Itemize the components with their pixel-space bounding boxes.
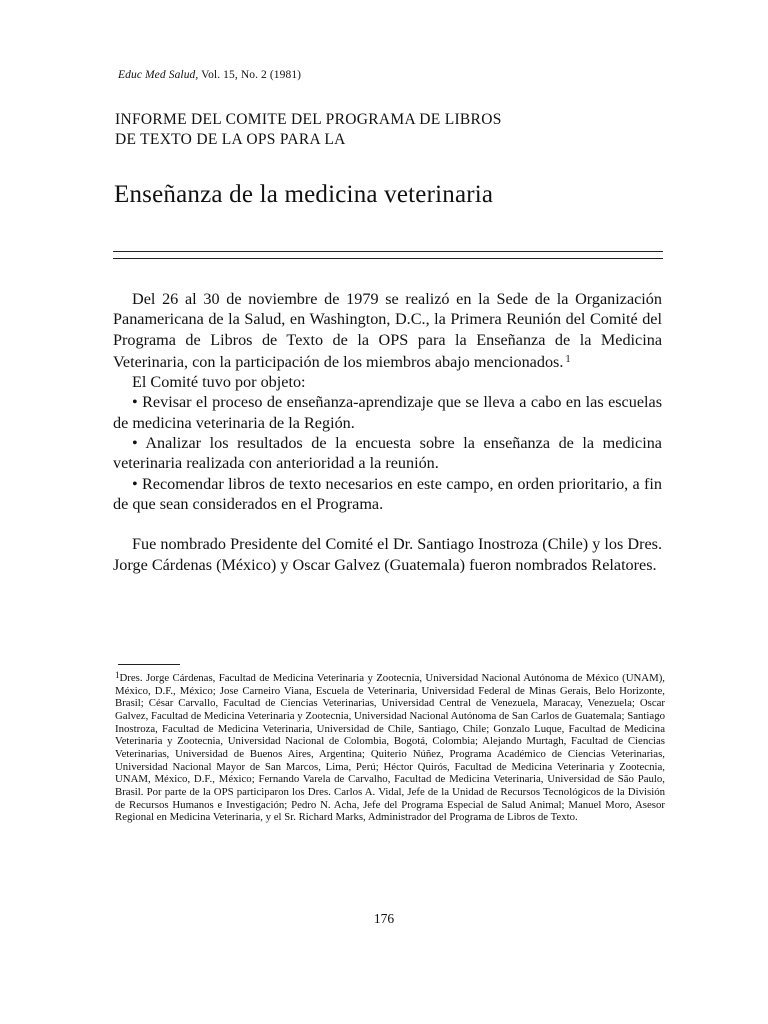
journal-name: Educ Med Salud,	[118, 69, 199, 81]
body-paragraph-intro	[113, 289, 662, 372]
title-rule-bottom	[113, 258, 663, 259]
objective-bullet-1: • Revisar el proceso de enseñanza-aprendizaje que se lleva a cabo en las escuelas de medicina veterinaria de la Región.	[113, 393, 662, 432]
journal-issue: Vol. 15, No. 2 (1981)	[198, 69, 302, 81]
footnote-separator	[118, 664, 180, 665]
objective-bullet-2: • Analizar los resultados de la encuesta sobre la enseñanza de la medicina veterinaria realizada con anterioridad a la reunión.	[113, 434, 662, 473]
journal-citation	[118, 69, 301, 81]
footnote	[115, 669, 665, 824]
body-paragraph-appointments: Fue nombrado Presidente del Comité el Dr. Santiago Inostroza (Chile) y los Dres. Jorge Cárdenas (México) y Oscar Galvez (Guatemala) fueron nombrados Relatores.	[113, 535, 662, 574]
article-body	[113, 289, 662, 575]
article-title: Enseñanza de la medicina veterinaria	[114, 181, 494, 208]
page-number: 176	[373, 911, 395, 926]
footnote-reference: 1	[565, 353, 571, 365]
footnote-text: Dres. Jorge Cárdenas, Facultad de Medicina Veterinaria y Zootecnia, Universidad Nacional Autónoma de México (UNAM), México, D.F., México; Jose Carneiro Viana, Escuela de Veterinaria, Universidad Federal de Minas Gerais, Belo Horizonte, Brasil; César Carvallo, Facultad de Ciencias Veterinarias, Universidad Central de Venezuela, Maracay, Venezuela; Oscar Galvez, Facultad de Medicina Veterinaria y Zootecnia, Universidad Nacional Autónoma de San Carlos de Guatemala; Santiago Inostroza, Facultad de Medicina Veterinaria, Universidad de Chile, Santiago, Chile; Gonzalo Luque, Facultad de Medicina Veterinaria y Zootecnia, Universidad Nacional de Colombia, Bogotá, Colombia; Alejando Murtagh, Facultad de Ciencias Veterinarias, Universidad de Buenos Aires, Argentina; Quiterio Núñez, Programa Académico de Ciencias Veterinarias, Universidad Nacional Mayor de San Marcos, Lima, Perú; Héctor Quirós, Facultad de Medicina Veterinaria y Zootecnia, UNAM, México, D.F., México; Fernando Varela de Carvalho, Facultad de Medicina Veterinaria, Universidad de São Paulo, Brasil. Por parte de la OPS participaron los Dres. Carlos A. Vidal, Jefe de la Unidad de Recursos Tecnológicos de la División de Recursos Humanos e Investigación; Pedro N. Acha, Jefe del Programa Especial de Salud Animal; Manuel Moro, Asesor Regional en Medicina Veterinaria, y el Sr. Richard Marks, Administrador del Programa de Libros de Texto.	[115, 672, 665, 824]
title-rule-top	[113, 251, 663, 252]
paragraph-spacer	[113, 514, 662, 534]
objective-bullet-3: • Recomendar libros de texto necesarios en este campo, en orden prioritario, a fin de que sean considerados en el Programa.	[113, 474, 662, 513]
report-heading-line-1: INFORME DEL COMITE DEL PROGRAMA DE LIBROS	[115, 111, 502, 128]
report-heading-line-2: DE TEXTO DE LA OPS PARA LA	[115, 131, 346, 148]
report-heading	[115, 110, 675, 150]
body-paragraph-objective: El Comité tuvo por objeto:	[132, 373, 306, 392]
footnote-mark: 1	[115, 670, 120, 680]
body-paragraph-intro-text: Del 26 al 30 de noviembre de 1979 se realizó en la Sede de la Organización Panamericana de la Salud, en Washington, D.C., la Primera Reunión del Comité del Programa de Libros de Texto de la OPS para la Enseñanza de la Medicina Veterinaria, con la participación de los miembros abajo mencionados.	[113, 290, 662, 371]
